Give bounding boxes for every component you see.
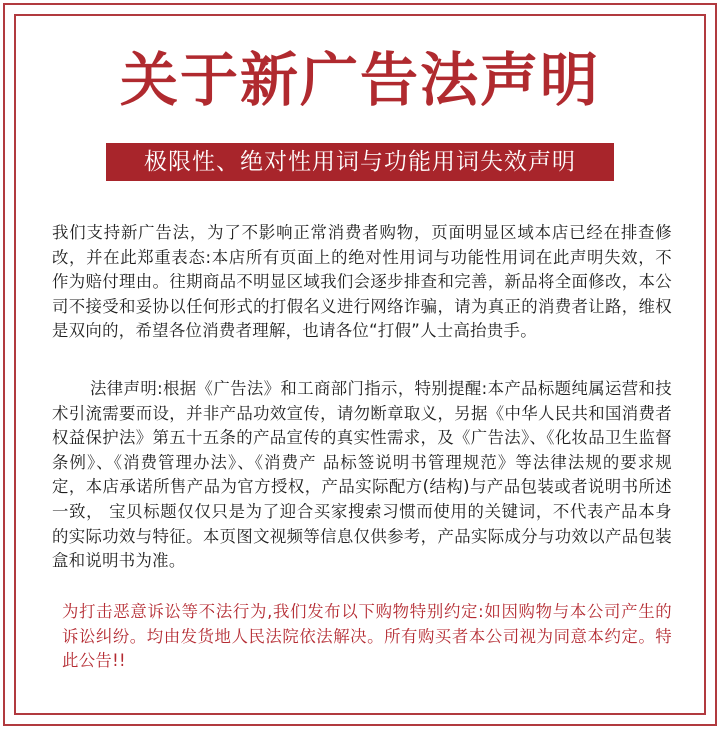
legal-statement-paragraph: 法律声明:根据《广告法》和工商部门指示，特别提醒:本产品标题纯属运营和技术引流需要而设，并非产品功效宣传，请勿断章取义，另据《中华人民共和国消费者权益保护法》第五十五条的产品宣传的真实性需求，及《广告法》、《化妆品卫生监督条例》、《消费管理办法》、《消费产 品标签说明书管理规范》等法律法规的要求规定，本店承诺所售产品为官方授权，产品实际配方(结构)与产品包装或者说明书所述一致， 宝贝标题仅仅只是为了迎合买家搜索习惯而使用的关键词，不代表产品本身的实际功效与特征。本页图文视频等信息仅供参考，产品实际成分与功效以产品包装盒和说明书为准。 <box>52 379 672 571</box>
subtitle-banner: 极限性、绝对性用词与功能用词失效声明 <box>106 143 614 181</box>
page-title: 关于新广告法声明 <box>119 46 600 114</box>
purchase-agreement-notice: 为打击恶意诉讼等不法行为,我们发布以下购物特别约定:如因购物与本公司产生的诉讼纠纷。均由发货地人民法院依法解决。所有购买者本公司视为同意本约定。特此公告!! <box>62 602 672 671</box>
intro-paragraph: 我们支持新广告法，为了不影响正常消费者购物，页面明显区域本店已经在排查修改，并在此郑重表态:本店所有页面上的绝对性用词与功能性用词在此声明失效，不作为赔付理由。往期商品不明显区域我们会逐步排查和完善，新品将全面修改，本公司不接受和妥协以任何形式的打假名义进行网络诈骗，请为真正的消费者让路，维权是双向的，希望各位消费者理解，也请各位“打假”人士高抬贵手。 <box>52 223 672 341</box>
